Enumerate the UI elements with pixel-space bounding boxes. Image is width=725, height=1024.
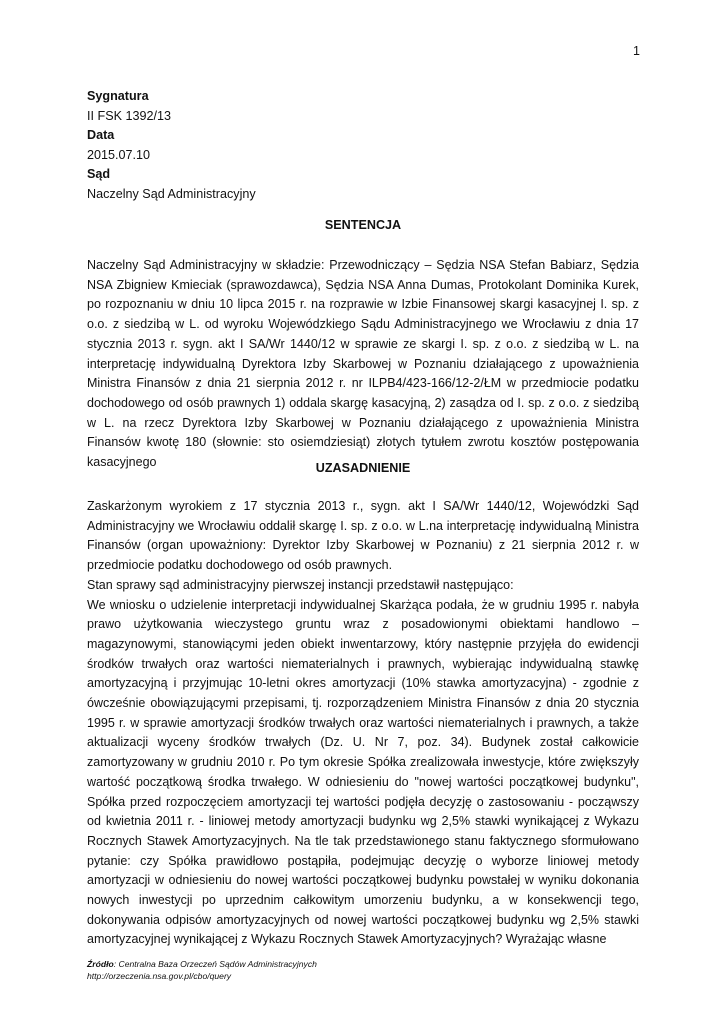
signature-label: Sygnatura (87, 89, 149, 103)
justification-heading: UZASADNIENIE (315, 461, 411, 475)
court-value: Naczelny Sąd Administracyjny (87, 186, 256, 201)
source-url: http://orzeczenia.nsa.gov.pl/cbo/query (87, 971, 232, 981)
date-label: Data (87, 128, 115, 143)
justification-paragraph: Zaskarżonym wyrokiem z 17 stycznia 2013 r., sygn. akt I SA/Wr 1440/12, Wojewódzki Sąd Administracyjny we Wrocławiu oddalił skargę I. sp. z o.o. w L.na interpretację indywidualną Ministra Finansów (organ upoważniony: Dyrektor Izby Skarbowej w Poznaniu) z 21 sierpnia 2012 r. w przedmiocie podatku dochodowego od osób prawnych. (87, 499, 639, 573)
sentence-paragraph: Naczelny Sąd Administracyjny w składzie: Przewodniczący – Sędzia NSA Stefan Babiarz, Sędzia NSA Zbigniew Kmieciak (sprawozdawca), Sędzia NSA Anna Dumas, Protokolant Dominika Kurek, po rozpoznaniu w dniu 10 lipca 2015 r. na rozprawie w Izbie Finansowej skargi kasacyjnej I. sp. z o.o. z siedzibą w L. od wyroku Wojewódzkiego Sądu Administracyjnego we Wrocławiu z dnia 17 stycznia 2013 r. sygn. akt I SA/Wr 1440/12 w sprawie ze skargi I. sp. z o.o. z siedzibą w L. na interpretację indywidualną Dyrektora Izby Skarbowej w Poznaniu działającego z upoważnienia Ministra Finansów z dnia 21 sierpnia 2012 r. nr ILPB4/423-166/12-2/ŁM w przedmiocie podatku dochodowego od osób prawnych 1) oddala skargę kasacyjną, 2) zasądza od I. sp. z o.o. z siedzibą w L. na rzecz Dyrektora Izby Skarbowej w Poznaniu działającego z upoważnienia Ministra Finansów kwotę 180 (słownie: sto osiemdziesiąt) złotych tytułem zwrotu kosztów postępowania kasacyjnego (87, 258, 639, 470)
source-label: Źródło (87, 959, 114, 969)
source-text: : Centralna Baza Orzeczeń Sądów Administracyjnych (113, 959, 317, 969)
justification-body (87, 497, 639, 950)
justification-paragraph: We wniosku o udzielenie interpretacji indywidualnej Skarżąca podała, że w grudniu 1995 r. nabyła prawo użytkowania wieczystego gruntu wraz z posadowionymi obiektami handlowo – magazynowymi, stanowiącymi jeden obiekt inwentarzowy, który następnie przyjęła do ewidencji środków trwałych oraz wartości niematerialnych i prawnych, wybierając indywidualną stawkę amortyzacyjną i przyjmując 10-letni okres amortyzacji (10% stawka amortyzacyjna) - zgodnie z ówcześnie obowiązującymi przepisami, tj. rozporządzeniem Ministra Finansów z dnia 20 stycznia 1995 r. w sprawie amortyzacji środków trwałych oraz wartości niematerialnych i prawnych, a także aktualizacji wyceny środków trwałych (Dz. U. Nr 7, poz. 34). Budynek został całkowicie zamortyzowany w grudniu 2010 r. Po tym okresie Spółka zrealizowała inwestycje, które zwiększyły wartość początkową środka trwałego. W odniesieniu do "nowej wartości początkowej budynku", Spółka przed rozpoczęciem amortyzacji tej wartości podjęła decyzję o zastosowaniu - począwszy od kwietnia 2011 r. - liniowej metody amortyzacji budynku wg 2,5% stawki wynikającej z Wykazu Rocznych Stawek Amortyzacyjnych. Na tle tak przedstawionego stanu faktycznego sformułowano pytanie: czy Spółka prawidłowo postąpiła, podejmując decyzję o wyborze liniowej metody amortyzacji w odniesieniu do nowej wartości początkowej budynku powstałej w wyniku dokonania nowych inwestycji po uprzednim całkowitym umorzeniu budynku, a w konsekwencji tego, dokonywania odpisów amortyzacyjnych od nowej wartości początkowej budynku wg 2,5% stawki amortyzacyjnej wynikającej z Wykazu Rocznych Stawek Amortyzacyjnych? Wyrażając własne (87, 597, 639, 947)
document-metadata (87, 87, 647, 205)
footer-source (87, 958, 639, 982)
date-value: 2015.07.10 (87, 147, 151, 162)
sentence-body (87, 256, 639, 473)
court-label: Sąd (87, 167, 111, 182)
page-number: 1 (633, 44, 640, 58)
signature-value: II FSK 1392/13 (87, 108, 172, 123)
sentence-heading: SENTENCJA (324, 218, 402, 232)
justification-paragraph: Stan sprawy sąd administracyjny pierwszej instancji przedstawił następująco: (87, 577, 514, 592)
